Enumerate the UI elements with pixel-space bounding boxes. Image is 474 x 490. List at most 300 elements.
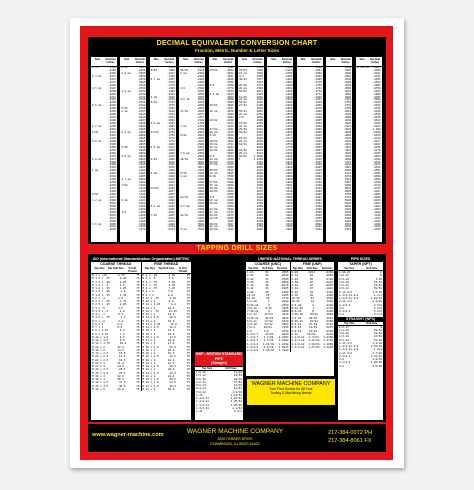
decimal-cell: .2031: [167, 184, 175, 188]
table-cell: 75: [186, 287, 190, 290]
size-cell: 3/32: [121, 145, 128, 149]
decimal-cell: .5781: [225, 178, 234, 182]
table-cell: 5.0: [117, 322, 123, 326]
decimal-cell: .2340: [196, 66, 205, 69]
company-ad-box: [246, 378, 336, 406]
decimal-cell: .0866: [137, 128, 146, 132]
decimal-cell: .0945: [372, 198, 381, 202]
decimal-column: [120, 57, 146, 242]
size-cell: 0.9 mm: [92, 157, 102, 161]
decimal-cell: .1960: [314, 122, 322, 126]
table-cell: 8-36: [291, 293, 298, 297]
decimal-cell: .3701: [225, 80, 234, 84]
table-cell: 63/64: [265, 332, 274, 336]
table-cell: M 2 x .4: [92, 296, 105, 300]
table-cell: 1.0469: [323, 336, 333, 339]
table-row: [196, 410, 242, 413]
table-cell: 3.3: [118, 313, 123, 316]
size-cell: 19/32: [209, 187, 218, 191]
decimal-cell: .0591: [108, 219, 116, 223]
table-cell: .5781: [324, 323, 333, 326]
decimal-cell: .3031: [284, 184, 293, 188]
decimal-rows: [326, 67, 352, 232]
decimal-cell: .0350: [108, 145, 116, 149]
decimal-cell: .3583: [225, 66, 234, 69]
table-cell: M 18 x 2: [142, 348, 156, 352]
table-cell: 14.5: [169, 335, 176, 339]
decimal-cell: .8281: [255, 98, 263, 102]
decimal-cell: .2874: [284, 160, 293, 164]
size-cell: 13 mm: [209, 157, 218, 161]
table-cell: M 5 x .8: [92, 319, 105, 323]
table-cell: 45: [309, 280, 314, 284]
table-cell: 33: [309, 290, 314, 294]
size-cell: 3 mm: [121, 198, 128, 202]
decimal-cell: .2188: [255, 195, 263, 199]
size-cell: 5/8: [209, 195, 215, 199]
decimal-cell: .2810: [196, 130, 205, 134]
unf-rows: [291, 271, 335, 349]
decimal-cell: .1654: [167, 116, 175, 120]
decimal-cell: .2950: [284, 169, 293, 173]
decimal-cell: .0571: [108, 216, 116, 220]
decimal-cell: .3580: [196, 228, 205, 232]
table-cell: 15/16: [373, 338, 382, 342]
table-cell: 21: [310, 297, 314, 300]
table-cell: M 12 x .75: [142, 309, 159, 313]
size-cell: 15 mm: [209, 184, 218, 188]
decimal-cell: .1065: [137, 175, 146, 179]
decimal-cell: .0630: [137, 68, 146, 72]
table-cell: 23.5: [169, 378, 176, 381]
table-cell: 29/64: [233, 374, 242, 378]
table-cell: 75: [136, 322, 140, 326]
table-cell: 1.7813: [278, 349, 289, 352]
size-cell: 45/64: [209, 222, 218, 226]
decimal-cell: .2362: [314, 190, 322, 194]
table-cell: 18.0: [167, 358, 175, 362]
size-cell: 23/64: [209, 68, 218, 72]
decimal-cell: .8858: [372, 89, 381, 93]
decimal-cell: 1.0156: [253, 157, 263, 161]
decimal-cell: .3750: [225, 83, 234, 87]
size-cell: 5 mm: [150, 172, 158, 176]
size-cell: 11/64: [150, 130, 159, 134]
decimal-cell: .2323: [167, 228, 175, 232]
table-cell: 29/64: [309, 316, 318, 320]
table-cell: 1-7/32: [263, 339, 274, 343]
table-cell: 1-3/8-6: [247, 339, 259, 343]
decimal-cell: .9688: [255, 145, 263, 149]
bsp-title: BSP - BRITISH STANDARD PIPE: [196, 352, 242, 361]
coarse-thread-header: [91, 267, 141, 274]
decimal-cell: .6719: [343, 228, 352, 232]
decimal-cell: .1250: [137, 207, 146, 211]
decimal-cell: .3504: [196, 222, 205, 226]
decimal-cell: .0433: [372, 160, 381, 164]
decimal-cell: .3346: [196, 201, 205, 205]
decimal-cell: .1929: [314, 116, 322, 120]
table-cell: 29/64: [373, 328, 382, 332]
decimal-cell: .2441: [196, 83, 205, 87]
decimal-cell: .9843: [372, 122, 381, 126]
table-cell: 2-64: [291, 277, 298, 281]
table-cell: 12.5: [169, 326, 176, 329]
decimal-cell: .0276: [108, 116, 116, 120]
header-decimal-inches: Decimal Inches: [164, 58, 175, 64]
taper-title: TAPER (NPT): [338, 262, 383, 267]
decimal-cell: .5118: [225, 154, 234, 158]
decimal-rows: [238, 67, 264, 232]
decimal-cell: .2677: [196, 113, 205, 117]
size-cell: 7.5 mm: [180, 151, 190, 155]
size-cell: 1/2: [209, 154, 215, 158]
table-cell: 25: [266, 293, 270, 297]
table-cell: 75: [136, 306, 140, 310]
decimal-cell: .2638: [196, 104, 205, 108]
decimal-cell: .3594: [343, 86, 352, 90]
table-row: [92, 229, 116, 232]
table-cell: 1-64: [247, 271, 254, 274]
decimal-column: [150, 57, 176, 242]
table-cell: 75: [186, 352, 190, 355]
decimal-cell: .0260: [108, 113, 116, 117]
table-cell: 75: [186, 387, 190, 391]
table-cell: M 8 x 1: [142, 290, 154, 294]
website-link[interactable]: www.wagner-machine.com: [92, 432, 164, 438]
table-cell: 15.0: [167, 332, 175, 336]
decimal-cell: .1250: [137, 210, 146, 214]
decimal-cell: .1820: [314, 101, 322, 105]
table-cell: 8-32: [247, 290, 254, 294]
decimal-cell: .4063: [343, 133, 352, 137]
table-cell: 6-40: [291, 290, 298, 294]
table-cell: 35.0: [117, 378, 124, 381]
header-size: Size: [153, 58, 159, 61]
table-cell: 3/8-24: [291, 310, 302, 313]
decimal-cell: .3480: [343, 71, 352, 75]
decimal-cell: .6250: [343, 210, 352, 214]
table-cell: M 10 x 1.5: [92, 335, 109, 339]
decimal-cell: .3661: [225, 74, 234, 78]
decimal-cell: .1250: [255, 178, 263, 182]
size-cell: 4.2 mm: [150, 122, 161, 126]
table-cell: 5/16: [265, 306, 272, 310]
table-cell: 7/8-9: [247, 326, 256, 330]
decimal-cell: .0335: [108, 142, 116, 146]
table-cell: 1-19/64: [308, 342, 320, 346]
table-cell: 13.0: [167, 319, 175, 323]
decimal-cell: .2570: [284, 116, 293, 120]
table-cell: 2-11: [196, 410, 203, 413]
table-cell: M 24 x 3: [92, 361, 105, 365]
table-cell: 24.5: [169, 381, 176, 385]
decimal-cell: .0787: [372, 187, 381, 191]
decimal-cell: .2031: [314, 136, 322, 140]
table-cell: 75: [136, 339, 140, 342]
decimal-cell: .4724: [225, 142, 234, 146]
table-cell: 47/64: [233, 380, 242, 384]
table-cell: 1-1/2-6: [247, 342, 259, 346]
decimal-cell: .6102: [225, 190, 234, 194]
table-cell: M 1.6 x .35: [92, 287, 110, 290]
table-cell: 17.5: [118, 355, 126, 359]
decimal-cell: .0469: [108, 192, 116, 196]
decimal-cell: .4331: [343, 145, 352, 149]
table-cell: 1-12: [291, 332, 298, 336]
decimal-cell: .8204: [372, 66, 381, 69]
table-cell: 8.5: [119, 335, 125, 339]
table-cell: 50: [265, 274, 269, 278]
bsp-subtitle: (Straight): [211, 361, 227, 365]
table-cell: M 7 x .75: [142, 283, 158, 287]
decimal-cell: .1660: [167, 119, 175, 123]
decimal-cell: .2402: [196, 77, 205, 81]
table-cell: 75: [186, 358, 190, 362]
decimal-cell: .2244: [314, 172, 322, 176]
table-cell: 1.2188: [278, 339, 289, 343]
decimal-cell: .2090: [167, 198, 175, 202]
decimal-cell: .6250: [225, 192, 234, 196]
decimal-cell: .0906: [372, 195, 381, 199]
decimal-cell: .0410: [108, 172, 116, 176]
table-cell: 26.5: [118, 368, 126, 372]
decimal-cell: .1181: [137, 198, 146, 202]
table-cell: 4-40: [247, 280, 254, 284]
table-cell: 4-8: [339, 364, 344, 368]
table-cell: M 27 x 1.5: [142, 384, 159, 388]
table-cell: .2720: [324, 306, 333, 310]
table-cell: 29.5: [118, 371, 126, 375]
table-cell: 53: [265, 271, 269, 274]
decimal-cell: .7813: [255, 80, 263, 84]
decimal-cell: .3390: [196, 207, 205, 211]
decimal-cell: .2210: [167, 216, 175, 220]
table-cell: 1/4-28: [291, 303, 302, 307]
decimal-cell: .1960: [167, 169, 175, 173]
decimal-cell: .1142: [372, 213, 381, 217]
table-cell: 25.5: [169, 384, 176, 388]
decimal-cell: .4844: [343, 163, 352, 167]
unc-rows: [246, 271, 290, 352]
decimal-cell: .1660: [314, 71, 322, 75]
decimal-cell: .1610: [167, 110, 175, 114]
size-cell: 19/64: [180, 157, 188, 161]
decimal-cell: .1719: [167, 128, 175, 132]
table-cell: 75: [136, 287, 140, 290]
decimal-cell: .2598: [284, 119, 293, 123]
table-cell: .0469: [324, 271, 333, 274]
table-cell: 1-11: [196, 393, 203, 397]
decimal-cell: .0315: [108, 133, 116, 137]
decimal-cell: .3780: [225, 89, 234, 93]
decimal-cell: .0160: [108, 68, 116, 72]
decimal-cell: .6094: [225, 187, 234, 191]
decimal-cell: .2500: [284, 107, 293, 111]
decimal-cell: .3858: [225, 95, 234, 99]
table-row: [143, 388, 191, 391]
decimal-cell: .7087: [225, 222, 234, 226]
table-cell: 7.25: [168, 287, 176, 290]
size-cell: 14 mm: [209, 172, 218, 176]
decimal-cell: .2500: [196, 86, 205, 90]
table-cell: M 7 x 1: [92, 326, 104, 329]
table-cell: M 48 x 5: [92, 387, 105, 391]
decimal-cell: .0433: [108, 184, 116, 188]
table-cell: 1-27/64: [308, 345, 320, 349]
decimal-cell: .2047: [167, 190, 175, 194]
decimal-cell: .0310: [108, 128, 116, 132]
decimal-cell: .6406: [343, 216, 352, 220]
table-cell: 5/16-18: [247, 303, 259, 307]
decimal-cell: .2126: [314, 154, 322, 158]
decimal-cell: .1570: [167, 101, 175, 105]
table-cell: 3-1/2-8: [339, 310, 351, 313]
decimal-cell: .3906: [255, 228, 263, 232]
table-cell: 24.0: [117, 365, 124, 368]
table-cell: 2-1/2-8: [339, 303, 351, 307]
table-cell: 20.5: [169, 365, 176, 368]
table-cell: M 12 x 1: [142, 313, 156, 316]
table-cell: M 25 x 1.5: [142, 378, 159, 381]
table-cell: 75: [136, 313, 140, 316]
decimal-rows: [209, 67, 235, 232]
decimal-cell: .3386: [284, 225, 293, 229]
table-cell: .8750: [280, 329, 289, 333]
decimal-cell: .8071: [255, 89, 263, 93]
header-decimal-inches: Decimal Inches: [252, 58, 263, 64]
decimal-cell: .8750: [255, 113, 263, 117]
decimal-cell: .0197: [108, 86, 116, 90]
decimal-cell: .1563: [255, 184, 263, 188]
decimal-cell: .2380: [196, 74, 205, 78]
table-cell: M 17 x 1: [142, 339, 156, 342]
decimal-cell: .3189: [196, 181, 205, 185]
table-cell: I: [313, 306, 315, 310]
table-cell: 16.5: [169, 345, 176, 349]
table-cell: M 6 x .75: [142, 280, 158, 284]
table-cell: 3/4-14: [339, 338, 349, 342]
decimal-cell: .2344: [196, 68, 205, 72]
decimal-cell: .0935: [137, 142, 146, 146]
decimal-cell: .7500: [255, 71, 263, 75]
table-cell: .2130: [324, 303, 333, 307]
decimal-cell: .2520: [314, 213, 322, 217]
table-cell: 75: [136, 381, 140, 385]
decimal-cell: .3150: [284, 195, 293, 199]
decimal-cell: .3594: [225, 68, 234, 72]
fine-thread-rows: [142, 274, 192, 391]
decimal-cell: .0625: [137, 66, 146, 69]
table-cell: S: [380, 325, 382, 329]
decimal-cell: .1110: [137, 187, 146, 191]
header-decimal: Decimal: [321, 267, 332, 270]
decimal-cell: .1094: [255, 175, 263, 179]
decimal-cell: .8906: [255, 119, 263, 123]
decimal-cell: .3583: [343, 83, 352, 87]
size-cell: 2 mm: [121, 110, 128, 114]
decimal-cell: .3906: [343, 122, 352, 126]
table-cell: 75: [186, 381, 190, 385]
decimal-rows: [267, 67, 293, 232]
decimal-cell: .3071: [196, 166, 205, 170]
decimal-cell: .8438: [255, 101, 263, 105]
decimal-cell: .0787: [137, 110, 146, 114]
bsp-rows: [195, 371, 243, 413]
decimal-cell: .2205: [314, 166, 322, 170]
decimal-cell: .4921: [343, 166, 352, 170]
size-cell: 31/64: [209, 148, 218, 152]
decimal-cell: .2480: [314, 207, 322, 211]
decimal-cell: .0492: [108, 198, 116, 202]
table-cell: M 26 x 1.5: [142, 381, 159, 385]
table-cell: 21.0: [167, 361, 175, 365]
size-cell: 12 mm: [209, 145, 218, 149]
table-cell: 11/16: [309, 326, 318, 330]
decimal-cell: .2130: [167, 204, 175, 208]
decimal-cell: .0370: [108, 154, 116, 158]
table-cell: 1.25: [119, 287, 127, 290]
table-cell: 19.5: [118, 358, 126, 362]
decimal-cell: .6693: [225, 207, 234, 211]
decimal-cell: .0079: [372, 133, 381, 137]
decimal-cell: .1083: [137, 178, 146, 182]
table-cell: 1-1/2: [373, 293, 382, 297]
size-cell: 2.2 mm: [121, 130, 131, 134]
table-cell: M 10 x .75: [142, 296, 159, 300]
decimal-cell: .0551: [108, 213, 116, 217]
header-decimal-inches: Decimal Inches: [370, 58, 381, 64]
decimal-cell: .3125: [196, 172, 205, 176]
decimal-cell: .3780: [343, 107, 352, 111]
decimal-cell: .3320: [284, 219, 293, 223]
decimal-cell: .4040: [343, 130, 352, 134]
table-cell: 1-1/2-11-1/2: [339, 297, 359, 300]
decimal-cell: .9646: [372, 116, 381, 120]
header-drill-size: Drill Size: [225, 367, 237, 370]
ad-tagline-line2: Tooling & Machining Needs: [270, 391, 312, 395]
table-cell: M 8 x .75: [142, 287, 158, 290]
table-cell: 5/8-18: [291, 323, 302, 326]
decimal-cell: .0400: [108, 169, 116, 173]
decimal-cell: .3819: [343, 110, 352, 114]
size-cell: 39/64: [209, 190, 218, 194]
table-cell: 1/8-27: [339, 274, 349, 278]
decimal-cell: .0550: [108, 210, 116, 214]
table-cell: 1-1/2-11-1/2: [339, 348, 359, 352]
table-cell: 1-35/64: [230, 400, 242, 404]
table-cell: 1.3438: [278, 342, 289, 346]
decimal-cell: .2340: [284, 83, 293, 87]
decimal-cell: .3701: [343, 98, 352, 102]
decimal-cell: .9062: [372, 98, 381, 102]
header-decimal-inches: Decimal Inches: [193, 58, 204, 64]
table-cell: .9219: [324, 332, 333, 336]
size-cell: 4 mm: [150, 95, 158, 99]
tapping-drill-sizes-title: TAPPING DRILL SIZES: [88, 244, 386, 254]
table-cell: 3: [312, 303, 314, 307]
table-cell: 20.0: [167, 368, 175, 372]
decimal-cell: .4331: [225, 128, 234, 132]
table-cell: 6-32: [247, 287, 254, 291]
table-cell: 1-1/4-7: [247, 336, 259, 339]
decimal-cell: .2280: [167, 222, 175, 226]
decimal-cell: .0670: [137, 77, 146, 81]
table-row: [210, 229, 234, 232]
size-cell: 27/32: [239, 104, 247, 108]
decimal-cell: .0453: [108, 187, 116, 191]
table-cell: 37.5: [118, 381, 126, 385]
